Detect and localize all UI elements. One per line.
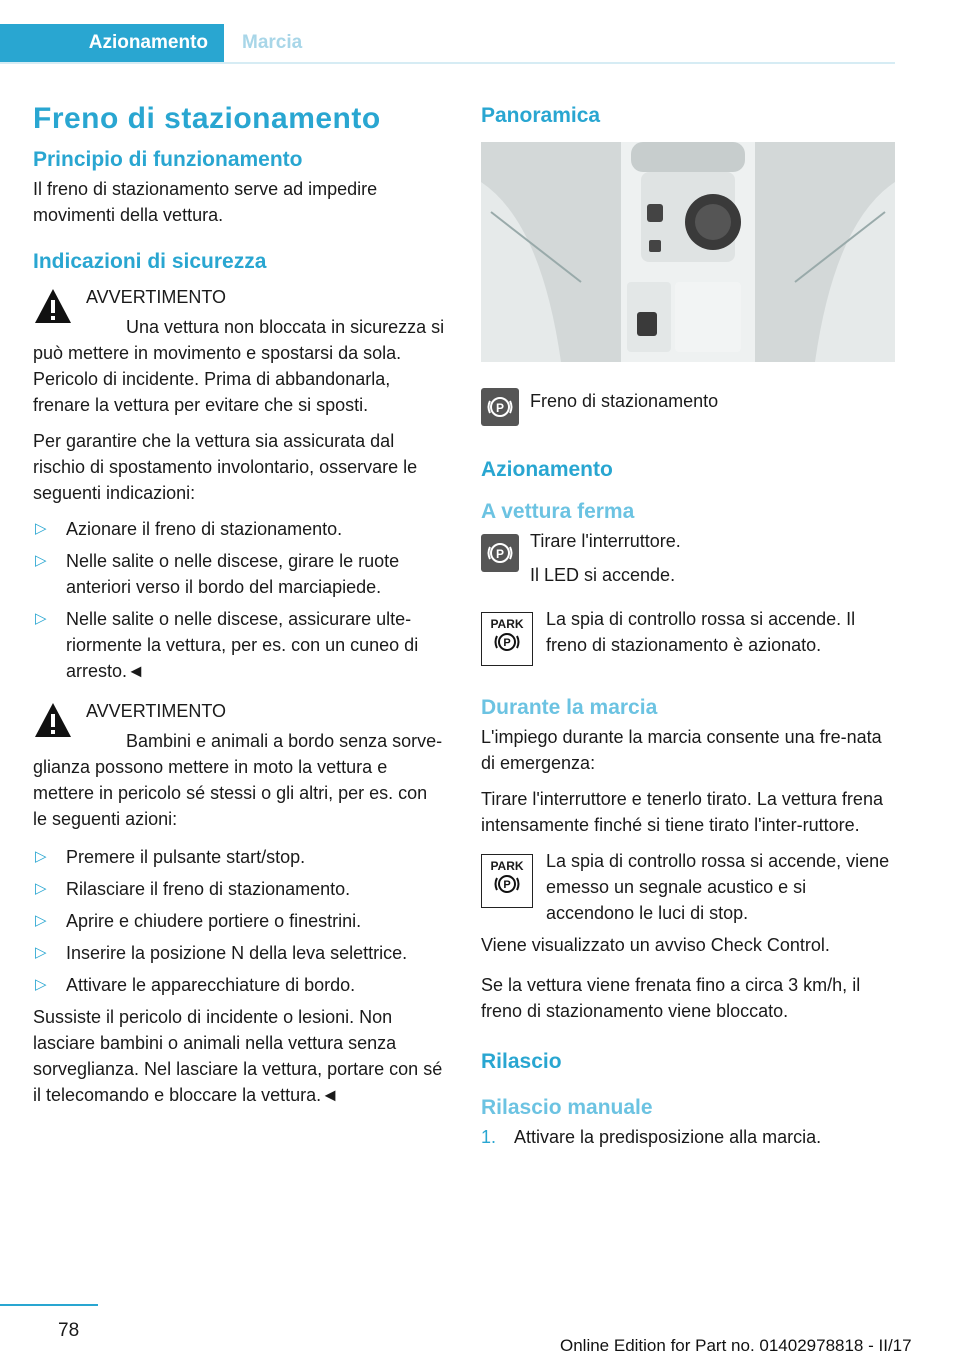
braking-text: Se la vettura viene frenata fino a circa 3 km/h, il freno di stazionamento viene bloccato. <box>481 975 861 1021</box>
parking-brake-switch-icon <box>481 388 519 426</box>
driving-text-1: L'impiego durante la marcia consente una fre-nata di emergenza: <box>481 727 882 773</box>
driving-text-2: Tirare l'interruttore e tenerlo tirato. La vettura frena intensamente finché si tiene tirato l'inter-ruttore. <box>481 789 883 835</box>
release-heading: Rilascio <box>481 1050 562 1073</box>
parking-brake-switch-icon <box>481 534 519 572</box>
bullet-triangle-icon: ▷ <box>35 520 47 537</box>
driving-heading: Durante la marcia <box>481 696 658 719</box>
step-number: 1. <box>481 1127 497 1147</box>
bullet-triangle-icon: ▷ <box>35 552 47 569</box>
center-console-illustration <box>481 142 895 362</box>
park-text-2: La spia di controllo rossa si accende, viene emesso un segnale acustico e si accendono le luci di stop. <box>546 851 890 923</box>
list-item: ▷ Rilasciare il freno di stazionamento. <box>33 876 445 902</box>
overview-caption: Freno di stazionamento <box>530 391 719 411</box>
console-photo <box>481 142 895 362</box>
page-number: 78 <box>58 1320 80 1341</box>
warning-first-line: Bambini e animali a bordo senza sorve- <box>126 731 443 751</box>
risk-paragraph: Sussiste il pericolo di incidente o lesioni. Non lasciare bambini o animali nella vettura senza sorveglianza. Nel lasciare la vettura, portare con sé il telecomando e bloccare la vettura.◄ <box>33 1007 443 1105</box>
warning-rest: può mettere in movimento e spostarsi da sola. Pericolo di incidente. Prima di abbandonarla, frenare la vettura per evitare che si sposti. <box>33 343 402 415</box>
bullet-list-1 <box>33 516 445 684</box>
operation-heading: Azionamento <box>481 458 613 481</box>
bullet-triangle-icon: ▷ <box>35 610 47 627</box>
warning-rest: glianza possono mettere in moto la vettura e mettere in pericolo sé stessi o gli altri, per es. con le seguenti azioni: <box>33 757 428 829</box>
warning-text <box>33 728 445 832</box>
footer-divider <box>0 1304 98 1306</box>
step-text: Attivare la predisposizione alla marcia. <box>514 1127 822 1147</box>
list-item: ▷ Premere il pulsante start/stop. <box>33 844 445 870</box>
park-indicator-row-1 <box>481 606 895 672</box>
warning-triangle-icon <box>33 700 73 740</box>
page-title: Freno di stazionamento <box>33 102 381 135</box>
park-text-1: La spia di controllo rossa si accende. Il freno di stazionamento è azionato. <box>546 609 856 655</box>
principle-text: Il freno di stazionamento serve ad impedire movimenti della vettura. <box>33 179 378 225</box>
bullet-triangle-icon: ▷ <box>35 880 47 897</box>
edition-footer: Online Edition for Part no. 01402978818 - II/17 <box>560 1336 912 1355</box>
list-item: ▷ Nelle salite o nelle discese, girare le ruote anteriori verso il bordo del marciapiede. <box>33 548 445 600</box>
warning-block-1 <box>33 284 445 418</box>
list-item: ▷ Aprire e chiudere portiere o finestrini. <box>33 908 445 934</box>
header-tabbar <box>0 24 895 64</box>
bullet-triangle-icon: ▷ <box>35 976 47 993</box>
overview-heading: Panoramica <box>481 104 601 127</box>
warning-block-2 <box>33 698 445 832</box>
bullet-triangle-icon: ▷ <box>35 912 47 929</box>
bullet-triangle-icon: ▷ <box>35 848 47 865</box>
principle-heading: Principio di funzionamento <box>33 148 303 171</box>
park-indicator-icon: PARK P <box>481 612 533 666</box>
warning-triangle-icon <box>33 286 73 326</box>
svg-text:P: P <box>495 547 505 561</box>
warning-title: AVVERTIMENTO <box>86 701 227 721</box>
list-item: ▷ Attivare le apparecchiature di bordo. <box>33 972 445 998</box>
list-item: ▷ Nelle salite o nelle discese, assicurare ulte-riormente la vettura, per es. con un cuneo di arresto.◄ <box>33 606 445 684</box>
list-item <box>481 1124 895 1150</box>
led-on-text: Il LED si accende. <box>530 565 676 585</box>
pull-switch-text: Tirare l'interruttore. <box>530 531 681 551</box>
list-item: ▷ Azionare il freno di stazionamento. <box>33 516 445 542</box>
svg-text:P: P <box>503 879 511 891</box>
right-column <box>481 96 895 1150</box>
safety-heading: Indicazioni di sicurezza <box>33 250 267 273</box>
svg-text:P: P <box>503 637 511 649</box>
svg-text:P: P <box>495 401 505 415</box>
bullet-triangle-icon: ▷ <box>35 944 47 961</box>
warning-first-line: Una vettura non bloccata in sicurezza si <box>126 317 445 337</box>
caption-row <box>481 382 895 430</box>
check-control-text: Viene visualizzato un avviso Check Control. <box>481 935 830 955</box>
release-steps <box>481 1124 895 1150</box>
warning-text <box>33 314 445 418</box>
warning-title: AVVERTIMENTO <box>86 287 227 307</box>
manual-release-heading: Rilascio manuale <box>481 1096 653 1119</box>
safety-paragraph: Per garantire che la vettura sia assicurata dal rischio di spostamento involontario, osservare le seguenti indicazioni: <box>33 431 418 503</box>
pull-switch-row <box>481 528 895 588</box>
bullet-list-2 <box>33 844 445 998</box>
list-item: ▷ Inserire la posizione N della leva selettrice. <box>33 940 445 966</box>
left-column <box>33 96 445 1118</box>
park-indicator-row-2 <box>481 848 895 926</box>
stationary-heading: A vettura ferma <box>481 500 635 523</box>
tab-azionamento[interactable]: Azionamento <box>0 24 224 62</box>
tab-marcia[interactable]: Marcia <box>242 32 303 53</box>
park-indicator-icon: PARK P <box>481 854 533 908</box>
